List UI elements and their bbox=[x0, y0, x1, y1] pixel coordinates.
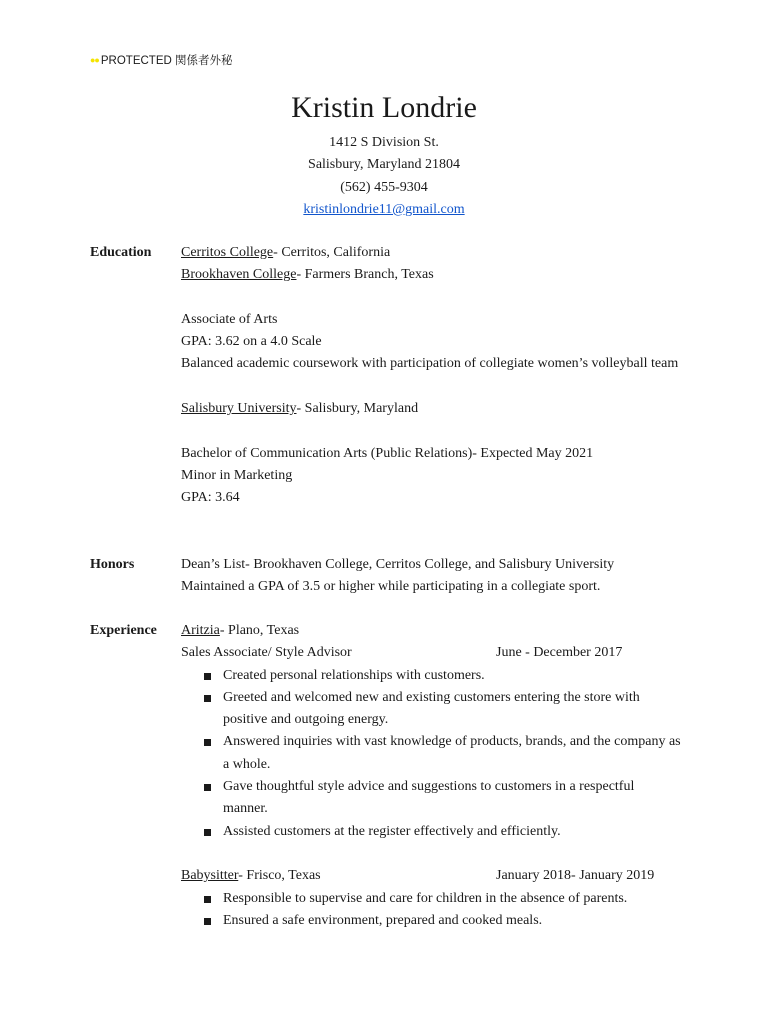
experience-content bbox=[181, 620, 681, 932]
job-bullet: Assisted customers at the register effectively and efficiently. bbox=[181, 821, 681, 843]
job-bullet: Responsible to supervise and care for children in the absence of parents. bbox=[181, 888, 681, 910]
address-line-1: 1412 S Division St. bbox=[329, 135, 439, 150]
job-aritzia bbox=[181, 620, 681, 843]
education-content bbox=[181, 242, 681, 510]
job-dates: June - December 2017 bbox=[496, 645, 623, 661]
degree-associate: Associate of Arts bbox=[181, 311, 278, 327]
honors-gpa: Maintained a GPA of 3.5 or higher while participating in a collegiate sport. bbox=[181, 579, 601, 595]
school-brookhaven: Brookhaven College bbox=[181, 267, 297, 283]
education-label: Education bbox=[90, 245, 152, 260]
job-dates: January 2018- January 2019 bbox=[496, 868, 655, 884]
minor: Minor in Marketing bbox=[181, 467, 293, 483]
degree-bachelor: Bachelor of Communication Arts (Public Relations)- Expected May 2021 bbox=[181, 445, 594, 461]
job-company: Aritzia bbox=[181, 623, 220, 638]
job-company: Babysitter bbox=[181, 868, 239, 884]
job-location: - Plano, Texas bbox=[219, 623, 300, 638]
gpa-bachelor: GPA: 3.64 bbox=[181, 490, 240, 506]
protected-dots-icon: ●● bbox=[90, 55, 99, 65]
honors-deans-list: Dean’s List- Brookhaven College, Cerritos College, and Salisbury University bbox=[181, 557, 615, 572]
email-link[interactable]: kristinlondrie11@gmail.com bbox=[303, 201, 465, 217]
experience-label: Experience bbox=[90, 623, 157, 638]
honors-label: Honors bbox=[90, 557, 135, 572]
resume-header bbox=[0, 88, 768, 221]
address-line-2: Salisbury, Maryland 21804 bbox=[308, 157, 460, 173]
school-brookhaven-location: - Farmers Branch, Texas bbox=[296, 267, 434, 283]
school-salisbury: Salisbury University bbox=[181, 401, 297, 417]
protected-label: PROTECTED 関係者外秘 bbox=[100, 55, 233, 67]
job-bullet: Answered inquiries with vast knowledge of products, brands, and the company as a whole. bbox=[181, 731, 681, 776]
applicant-name: Kristin Londrie bbox=[291, 91, 477, 124]
job-babysitter bbox=[181, 865, 681, 932]
protected-banner bbox=[90, 52, 233, 68]
school-cerritos-location: - Cerritos, California bbox=[273, 245, 391, 260]
phone-number: (562) 455-9304 bbox=[340, 179, 428, 195]
job-location: - Frisco, Texas bbox=[238, 868, 321, 884]
associate-description: Balanced academic coursework with participation of collegiate women’s volleyball team bbox=[181, 356, 679, 372]
job-bullet: Gave thoughtful style advice and suggestions to customers in a respectful manner. bbox=[181, 776, 681, 821]
school-cerritos: Cerritos College bbox=[181, 245, 274, 260]
job-bullet: Created personal relationships with customers. bbox=[181, 665, 681, 687]
honors-content bbox=[181, 554, 681, 599]
job-title: Sales Associate/ Style Advisor bbox=[181, 645, 352, 661]
job-bullet: Greeted and welcomed new and existing customers entering the store with positive and outgoing energy. bbox=[181, 687, 681, 732]
job-bullet: Ensured a safe environment, prepared and cooked meals. bbox=[181, 910, 681, 932]
gpa-associate: GPA: 3.62 on a 4.0 Scale bbox=[181, 334, 322, 350]
school-salisbury-location: - Salisbury, Maryland bbox=[296, 401, 419, 417]
